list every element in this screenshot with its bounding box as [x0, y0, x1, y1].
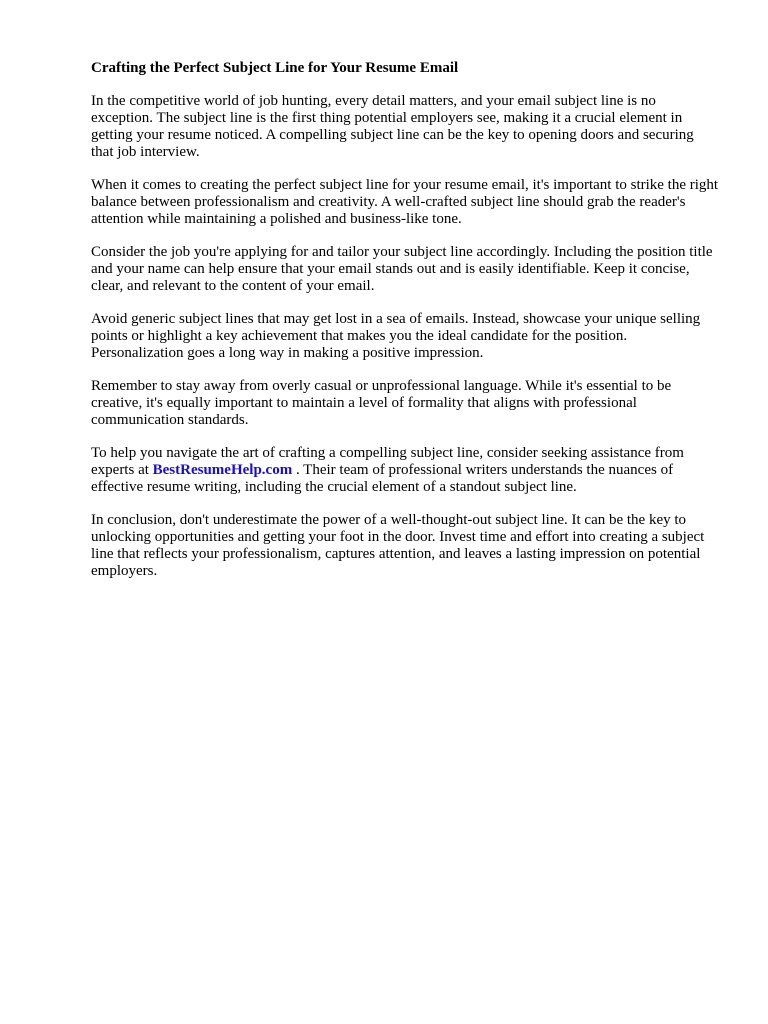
paragraph-intro: In the competitive world of job hunting, every detail matters, and your email subject line is no exception. The subject line is the first thing potential employers see, making it a crucial element in getting your resume noticed. A compelling subject line can be the key to opening doors and securing that job interview. — [91, 93, 694, 160]
assistance-text-before: To help you navigate the art of crafting a compelling subject line, consider seeking assistance from experts at — [91, 445, 684, 478]
paragraph-tailor: Consider the job you're applying for and tailor your subject line accordingly. Including the position title and your name can help ensure that your email stands out and is easily identifiable. Keep it concise, clear, and relevant to the content of your email. — [91, 244, 713, 294]
document-title: Crafting the Perfect Subject Line for Your Resume Email — [91, 60, 459, 76]
bestresumehelp-link[interactable]: BestResumeHelp.com — [152, 462, 293, 478]
paragraph-avoid-generic: Avoid generic subject lines that may get lost in a sea of emails. Instead, showcase your unique selling points or highlight a key achievement that makes you the ideal candidate for the position. Personalization goes a long way in making a positive impression. — [91, 311, 701, 361]
paragraph-balance: When it comes to creating the perfect subject line for your resume email, it's important to strike the right balance between professionalism and creativity. A well-crafted subject line should grab the reader's attention while maintaining a polished and business-like tone. — [91, 177, 719, 227]
paragraph-formality: Remember to stay away from overly casual or unprofessional language. While it's essential to be creative, it's equally important to maintain a level of formality that aligns with professional communication standards. — [91, 378, 672, 428]
paragraph-assistance — [91, 445, 719, 496]
document-page — [91, 60, 719, 596]
paragraph-conclusion: In conclusion, don't underestimate the power of a well-thought-out subject line. It can be the key to unlocking opportunities and getting your foot in the door. Invest time and effort into creating a subject line that reflects your professionalism, captures attention, and leaves a lasting impression on potential employers. — [91, 512, 705, 579]
assistance-text-after: . Their team of professional writers understands the nuances of effective resume writing, including the crucial element of a standout subject line. — [91, 462, 674, 495]
